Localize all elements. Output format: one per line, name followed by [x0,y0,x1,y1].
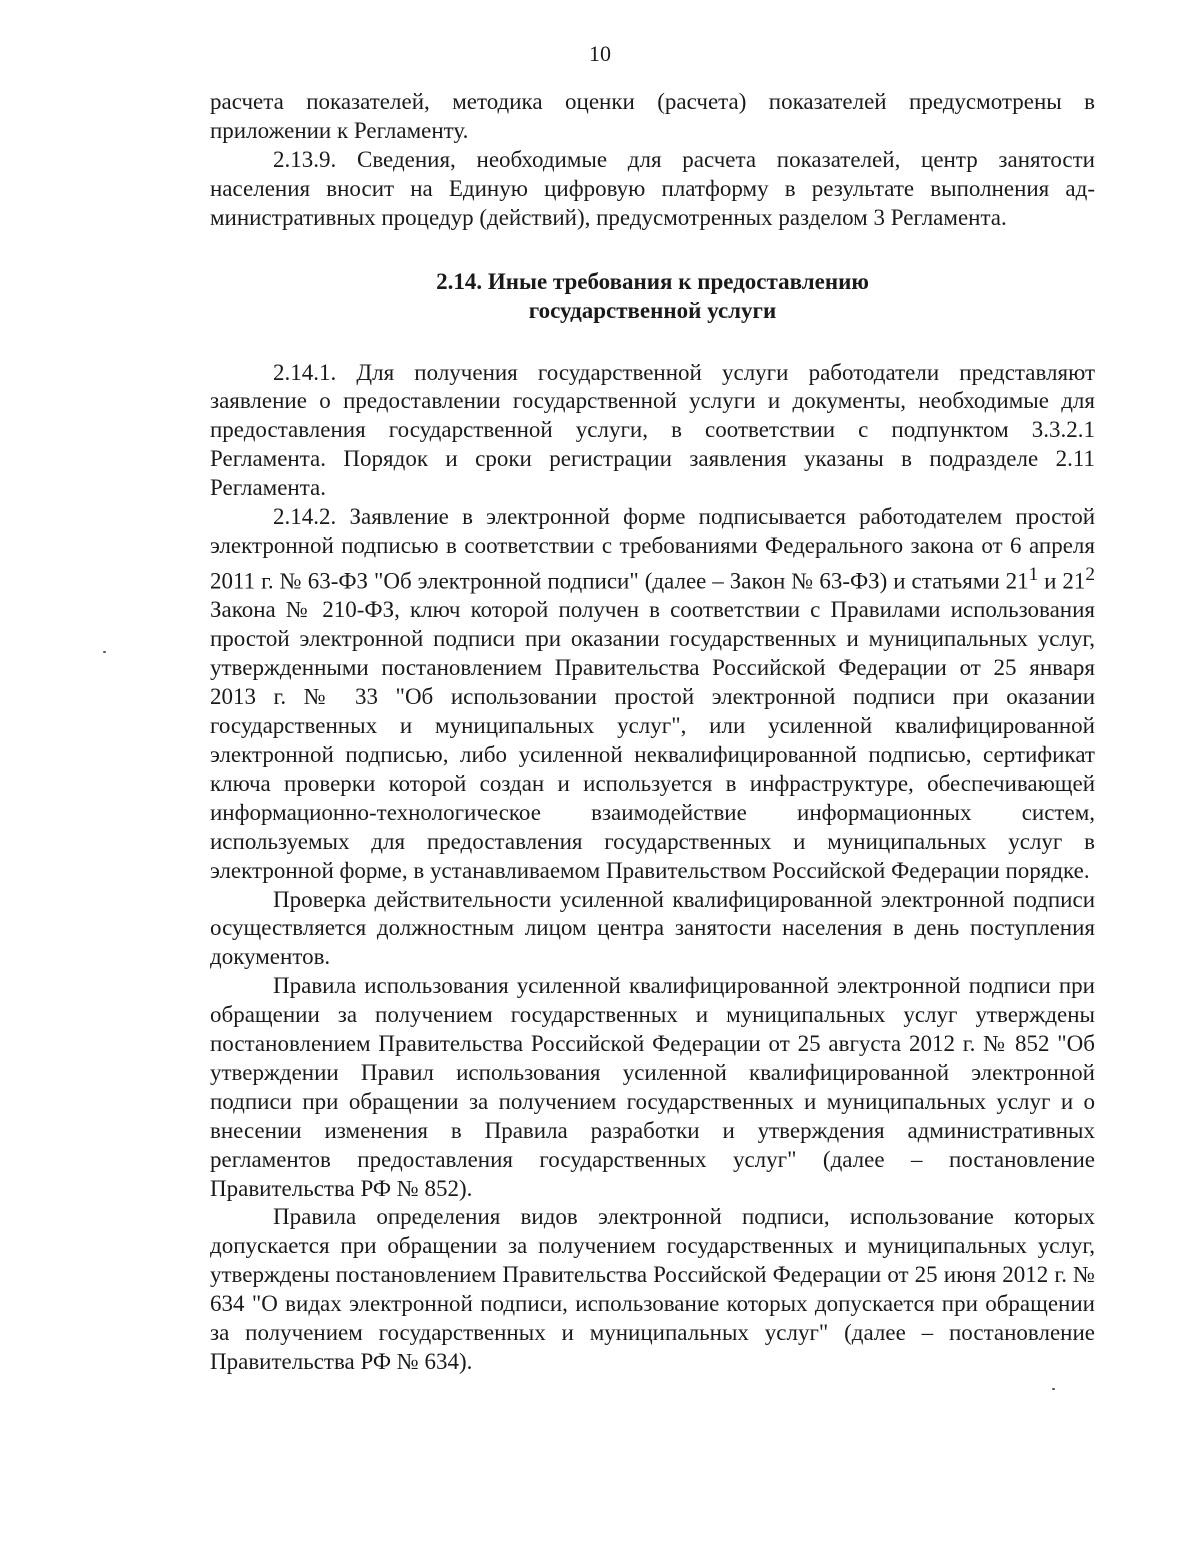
scan-speck [103,651,106,653]
section-heading-line-1: 2.14. Иные требования к предоставлению [436,268,869,294]
paragraph-2-14-2-part-a: 2.14.2. Заявление в электронной форме подписывается работодателем простой электронной подписью в соответствии с требованиями Федерального закона от 6 апреля 2011 г. № 63-ФЗ "Об электронной подписи" (далее – Закон № 63-ФЗ) и статьями 21 [210,504,1095,594]
page-number: 10 [589,41,611,66]
paragraph-2-14-2-part-b: и 21 [1038,568,1086,594]
paragraph-rules-634: Правила определения видов электронной подписи, использование которых допускается при обращении за получением государственных и муниципальных услуг, утверждены постановлением Правительства Российской Федерации от 25 июня 2012 г. № 634 "О видах электронной подписи, использование которых допускается при обращении за получением государственных и муниципальных услуг" (далее – постановление Правительства РФ № 634). [210,1204,1095,1374]
section-heading-line-2: государственной услуги [528,297,777,323]
section-heading-2-14 [210,267,1095,325]
superscript-2: 2 [1085,563,1095,585]
paragraph-2-14-2-part-c: Закона № 210-ФЗ, ключ которой получен в соответствии с Правилами использования простой электронной подписи при оказании государственных и муниципальных услуг, утвержденными постановлением Правительства Российской Федерации от 25 января 2013 г. № 33 "Об использовании простой электронной подписи при оказании государственных и муниципальных услуг", или усиленной квалифицированной электронной подписью, либо усиленной неквалифицированной подписью, сертификат ключа проверки которой создан и используется в инфраструктуре, обеспечивающей информационно-технологическое взаимодействие информационных систем, используемых для предоставления государственных и муниципальных услуг в электронной форме, в устанавливаемом Правительством Российской Федерации порядке. [210,597,1095,883]
paragraph-2-14-2 [210,503,1095,885]
paragraph-signature-verification: Проверка действительности усиленной квалифицированной электронной подписи осуществляется должностным лицом центра занятости населения в день поступления документов. [210,886,1095,970]
paragraph-2-14-1: 2.14.1. Для получения государственной услуги работодатели представляют заявление о предоставлении государственной услуги и документы, необходимые для предоставления государственной услуги, в соответствии с подпунктом 3.3.2.1 Регламента. Порядок и сроки регистрации заявления указаны в подразделе 2.11 Регламента. [210,359,1095,501]
paragraph-2-13-9: 2.13.9. Сведения, необходимые для расчета показателей, центр занятости населения вносит на Единую цифровую платформу в результате выполнения административных процедур (действий), предусмотренных разделом 3 Регламента. [210,146,1095,230]
scan-speck [1052,1388,1055,1390]
paragraph-rules-852: Правила использования усиленной квалифицированной электронной подписи при обращении за получением государственных и муниципальных услуг утверждены постановлением Правительства Российской Федерации от 25 августа 2012 г. № 852 "Об утверждении Правил использования усиленной квалифицированной электронной подписи при обращении за получением государственных и муниципальных услуг и о внесении изменения в Правила разработки и утверждения административных регламентов предоставления государственных услуг" (далее – постановление Правительства РФ № 852). [210,973,1095,1201]
superscript-1: 1 [1028,563,1039,585]
document-body [210,88,1095,1377]
paragraph-continuation: расчета показателей, методика оценки (расчета) показателей предусмотрены в приложении к Регламенту. [210,89,1095,143]
